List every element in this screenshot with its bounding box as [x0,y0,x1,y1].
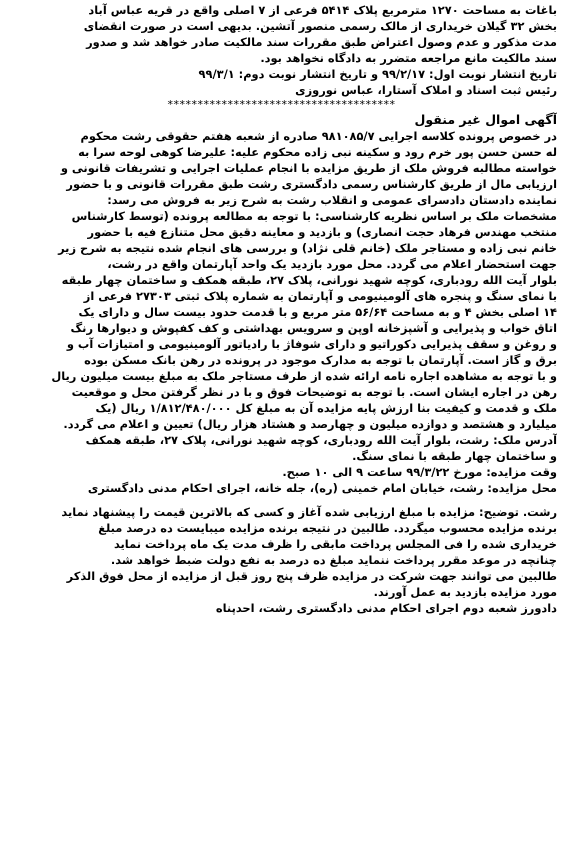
text-line: مورد مزایده بازدید به عمل آورند. [373,585,557,599]
text-line: سند مالکیت مانع مراجعه متضرر به دادگاه نخواهد بود. [260,51,557,65]
text-line: منتخب مهندس فرهاد حجت انصاری) و بازدید و معاینه دقیق محل متنازع فیه با حضور [87,225,557,239]
text-line: چنانچه در موعد مقرر پرداخت ننماید مبلغ ده درصد به نفع دولت ضبط خواهد شد. [110,553,557,567]
text-line: دادورز شعبه دوم اجرای احکام مدنی دادگستری رشت، احدپناه [215,601,557,615]
text-line: در خصوص پرونده کلاسه اجرایی ۹۸۱۰۸۵/۷ صادره از شعبه هفتم حقوقی رشت محکوم [80,129,557,143]
text-line: طالبین می توانند جهت شرکت در مزایده ظرف پنج روز قبل از مزایده از محل فوق الذکر [66,569,557,583]
text-line: و روغن و سقف پذیرایی دکوراتیو و دارای شوفاژ با رادیاتور آلومینیومی و امتیازات آب و [66,337,557,351]
text-line: ۱۴ اصلی بخش ۴ و به مساحت ۵۶/۶۴ متر مربع و با قدمت حدود بیست سال و دارای یک [78,305,557,319]
text-line: رشت. توضیح: مزایده با مبلغ ارزیابی شده آغاز و کسی که بالاترین قیمت را پیشنهاد نماید [61,505,557,519]
text-line: میلیارد و هشتصد و دوازده میلیون و چهارصد و هشتاد هزار ریال) تعیین و اعلام می گردد. [63,417,557,431]
text-line: رئیس ثبت اسناد و املاک آستارا، عباس نوروزی [295,83,557,97]
notice-body [6,128,557,496]
text-line: تاریخ انتشار نوبت اول: ۹۹/۲/۱۷ و تاریخ انتشار نوبت دوم: ۹۹/۳/۱ [198,67,557,81]
text-line: بخش ۳۲ گیلان خریداری از مالک رسمی منصور آتشین. بدیهی است در صورت انقضای [83,19,557,33]
text-line: برق و گاز است. آپارتمان با توجه به مدارک موجود در پرونده در رهن بانک مسکن بوده [84,353,557,367]
text-line: بلوار آیت الله رودباری، کوچه شهید نورانی، پلاک ۲۷، طبقه همکف و ساختمان چهار طبقه [61,273,557,287]
text-line: باغات به مساحت ۱۲۷۰ مترمربع پلاک ۵۴۱۴ فرعی از ۷ اصلی واقع در قریه عباس آباد [88,3,557,17]
notice-title: آگهی اموال غیر منقول [414,112,557,127]
text-line: جهت استحضار اعلام می گردد. محل مورد بازدید یک واحد آپارتمان واقع در رشت، [107,257,557,271]
paragraph-gap [6,496,557,504]
text-line: خانم نبی زاده و مستاجر ملک (خانم قلی نژاد) و بررسی های انجام شده نتیجه به شرح زیر [58,241,557,255]
text-line: اتاق خواب و پذیرایی و آشپزخانه اوپن و سرویس بهداشتی و کف کفپوش و دیوارها رنگ [70,321,557,335]
text-line: برنده مزایده محسوب میگردد. طالبین در نتیجه برنده مزایده میبایست ده درصد مبلغ [98,521,557,535]
registration-notice [6,2,557,98]
text-line: نماینده دادستان دادسرای عمومی و انقلاب رشت به شرح زیر به فروش می رسد: [107,193,557,207]
text-line: آدرس ملک: رشت، بلوار آیت الله رودباری، کوچه شهید نورانی، پلاک ۲۷، طبقه همکف [85,433,557,447]
text-line: با نمای سنگ و پنجره های آلومینیومی و آپارتمان به شماره پلاک ثبتی ۲۷۳۰۳ فرعی از [83,289,557,303]
text-line: مشخصات ملک بر اساس نظریه کارشناسی: با توجه به مطالعه پرونده (توسط کارشناس [71,209,557,223]
text-line: مدت مذکور و عدم وصول اعتراض طبق مقررات سند مالکیت صادر خواهد شد و صدور [86,35,557,49]
text-line: و ساختمان چهار طبقه با نمای سنگ. [352,449,557,463]
text-line: وقت مزایده: مورخ ۹۹/۳/۲۲ ساعت ۹ الی ۱۰ صبح. [282,465,557,479]
text-line: و با توجه به مشاهده اجاره نامه ارائه شده از طرف مستاجر ملک به مبلغ بیست میلیون ریال [51,369,557,383]
text-line: ارزیابی مال از طریق کارشناس رسمی دادگستری رشت طبق مقررات قانونی و با حضور [66,177,557,191]
notice-explanation [6,504,557,616]
separator-stars: ************************************** [167,98,396,111]
property-auction-notice [6,112,557,616]
text-line: رهن در اجاره ایشان است. با توجه به توضیحات فوق و با در نظر گرفتن محل و موقعیت [71,385,557,399]
text-line: محل مزایده: رشت، خیابان امام خمینی (ره)، جله خانه، اجرای احکام مدنی دادگستری [87,481,557,495]
text-line: خواسته مطالبه فروش ملک از طریق مزایده با انجام عملیات اجرایی و تشریفات قانونی و [60,161,557,175]
text-line: ملک و قدمت و کیفیت بنا ارزش پایه مزایده آن به مبلغ کل ۱/۸۱۲/۴۸۰/۰۰۰ ریال (یک [95,401,557,415]
text-line: خریداری شده را فی المجلس پرداخت مابقی را ظرف مدت یک ماه پرداخت نماید [113,537,557,551]
text-line: له حسن حسن پور خرم رود و سکینه نبی زاده محکوم علیه: علیرضا کوهی لوحه سرا به [78,145,557,159]
